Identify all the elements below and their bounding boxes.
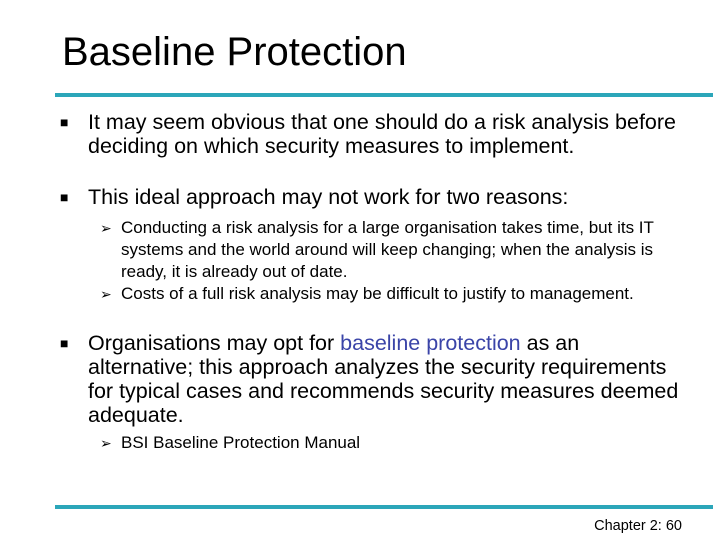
footer-divider	[55, 505, 713, 509]
title-divider	[55, 93, 713, 97]
sub-bullet-item: Conducting a risk analysis for a large organisation takes time, but its IT systems and the world around will keep changing; when the analysis is ready, it is already out of date.	[121, 218, 654, 281]
arrow-bullet-icon: ➢	[100, 220, 112, 236]
sub-bullet-item: BSI Baseline Protection Manual	[121, 433, 361, 452]
square-bullet-icon: ■	[60, 114, 69, 130]
page-number: Chapter 2: 60	[594, 518, 682, 534]
bullet-item: It may seem obvious that one should do a risk analysis before deciding on which security measures to implement.	[88, 110, 676, 158]
arrow-bullet-icon: ➢	[100, 435, 112, 451]
square-bullet-icon: ■	[60, 335, 69, 351]
bullet-item: This ideal approach may not work for two reasons:	[88, 185, 569, 209]
bullet-text: Organisations may opt for	[88, 331, 341, 355]
bullet-item	[88, 331, 688, 427]
bullet-text: as an alternative; this approach analyzes the security requirements for typical cases and recommends security measures deemed adequate.	[88, 331, 679, 427]
highlight-term: baseline protection	[340, 331, 521, 355]
arrow-bullet-icon: ➢	[100, 286, 112, 302]
square-bullet-icon: ■	[60, 189, 69, 205]
slide-title: Baseline Protection	[62, 30, 407, 74]
sub-bullet-item: Costs of a full risk analysis may be difficult to justify to management.	[121, 284, 634, 303]
